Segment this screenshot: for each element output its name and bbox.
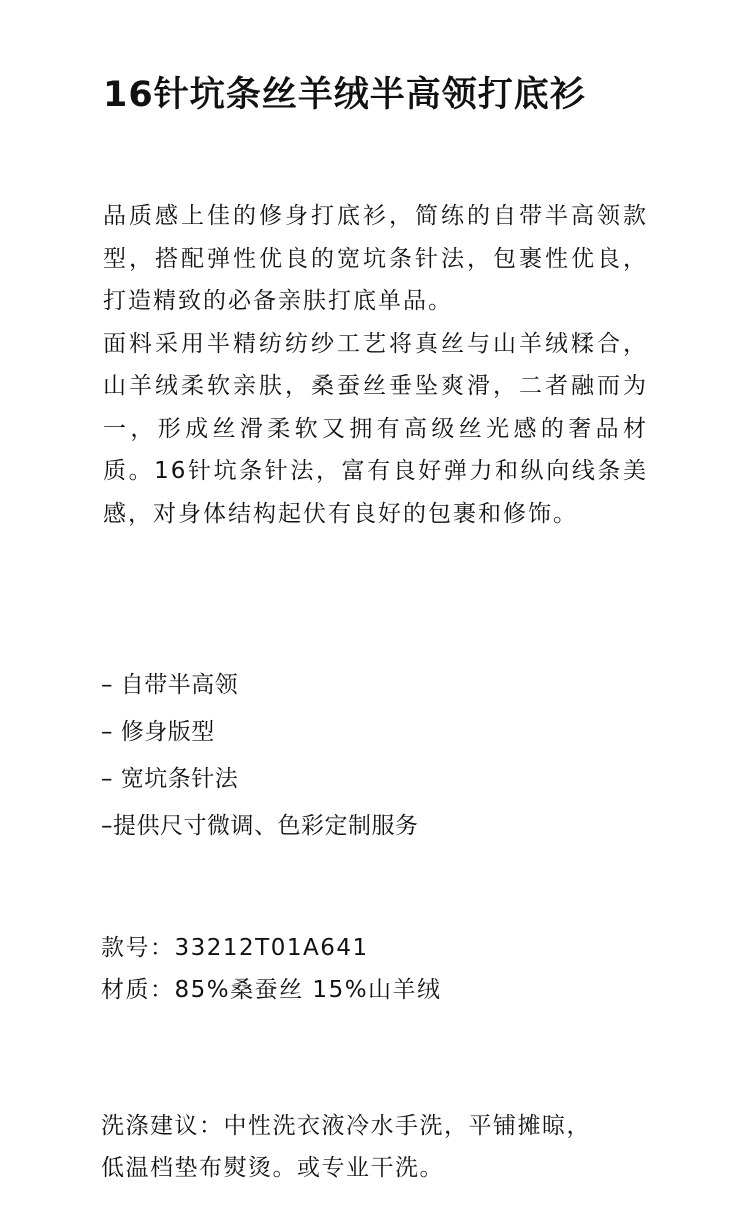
care-instructions bbox=[101, 1105, 661, 1189]
style-number: 款号：33212T01A641 bbox=[101, 935, 369, 961]
feature-item: – 修身版型 bbox=[101, 719, 215, 745]
care-line-2: 低温档垫布熨烫。或专业干洗。 bbox=[101, 1155, 444, 1181]
description-paragraph-2: 面料采用半精纺纺纱工艺将真丝与山羊绒糅合，山羊绒柔软亲肤，桑蚕丝垂坠爽滑，二者融而为一，形成丝滑柔软又拥有高级丝光感的奢品材质。16针坑条针法，富有良好弹力和纵向线条美感，对身体结构起伏有良好的包裹和修饰。 bbox=[103, 330, 648, 527]
feature-item: – 宽坑条针法 bbox=[101, 766, 239, 792]
feature-item: –提供尺寸微调、色彩定制服务 bbox=[101, 813, 419, 839]
feature-list bbox=[101, 662, 419, 850]
description-paragraph-1: 品质感上佳的修身打底衫，简练的自带半高领款型，搭配弹性优良的宽坑条针法，包裹性优良，打造精致的必备亲肤打底单品。 bbox=[103, 203, 648, 314]
material-composition: 材质：85%桑蚕丝 15%山羊绒 bbox=[101, 977, 442, 1003]
product-title: 16针坑条丝羊绒半高领打底衫 bbox=[103, 75, 586, 116]
product-description bbox=[103, 195, 648, 535]
product-specs bbox=[101, 927, 442, 1011]
care-line-1: 洗涤建议：中性洗衣液冷水手洗，平铺摊晾， bbox=[101, 1113, 591, 1139]
feature-item: – 自带半高领 bbox=[101, 672, 239, 698]
